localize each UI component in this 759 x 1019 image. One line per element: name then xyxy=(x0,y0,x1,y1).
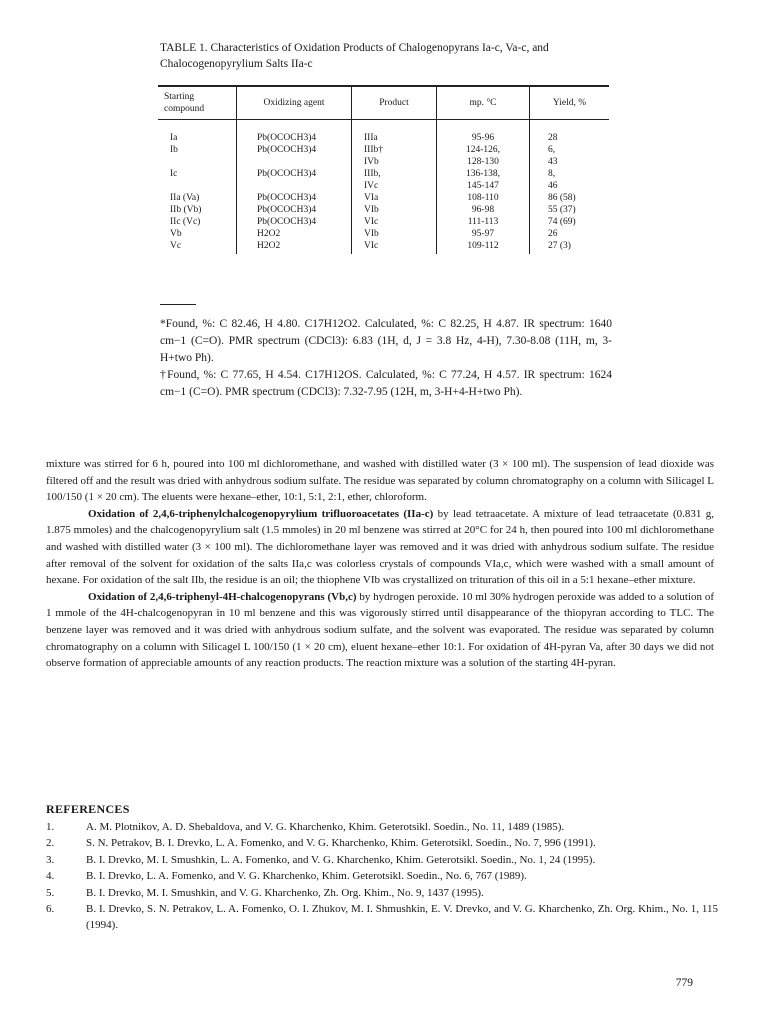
cell-oxidizing-agent: Pb(OCOCH3)4 xyxy=(237,192,352,204)
cell-mp: 124-126, 128-130 xyxy=(437,144,530,168)
cell-mp: 111-113 xyxy=(437,216,530,228)
cell-product: VIb xyxy=(352,228,437,240)
table-row xyxy=(158,120,609,145)
cell-mp: 95-97 xyxy=(437,228,530,240)
reference-text: B. I. Drevko, M. I. Smushkin, L. A. Fomenko, and V. G. Kharchenko, Khim. Geterotsikl. Soedin., No. 1, 24 (1995). xyxy=(86,853,596,866)
cell-starting-compound: IIc (Vc) xyxy=(158,216,237,228)
footnote-dagger: †Found, %: C 77.65, H 4.54. C17H12OS. Calculated, %: C 77.24, H 4.57. IR spectrum: 1624 cm−1 (C=O). PMR spectrum (CDCl3): 7.32-7.95 (12H, m, 3-H+4-H+two Ph). xyxy=(160,369,612,398)
cell-product: IIIb† IVb xyxy=(352,144,437,168)
table-row xyxy=(158,216,609,228)
table-oxidation-products xyxy=(158,85,609,254)
reference-text: B. I. Drevko, M. I. Smushkin, and V. G. Kharchenko, Zh. Org. Khim., No. 9, 1437 (1995). xyxy=(86,886,484,899)
reference-number: 2. xyxy=(46,837,55,850)
cell-starting-compound: Vc xyxy=(158,240,237,254)
table-row xyxy=(158,168,609,192)
header-oxidizing-agent: Oxidizing agent xyxy=(237,86,352,120)
cell-starting-compound: IIa (Va) xyxy=(158,192,237,204)
cell-oxidizing-agent: Pb(OCOCH3)4 xyxy=(237,120,352,145)
paragraph-text-salts: by lead tetraacetate. A mixture of lead tetraacetate (0.831 g, 1.875 mmoles) and the chalcogenopyrylium salt (1.5 mmoles) in 20 ml benzene was stirred at 20°C for 24 h, then poured into 100 ml dichloromethane and washed with distilled water (3 × 100 ml). The dichloromethane layer was removed and it was dried with anhydrous sodium sulfate. The residue after removal of the solvent for oxidation of the salts IIa,c was colorless crystals of compounds VIa,c, which were washed with a small amount of hexane. For oxidation of the salt IIb, the residue is an oil; the thiophene VIb was crystallized on trituration of this oil in a 5:1 hexane–ether mixture. xyxy=(46,507,714,587)
table-row xyxy=(158,204,609,216)
cell-product: VIc xyxy=(352,240,437,254)
cell-oxidizing-agent: Pb(OCOCH3)4 xyxy=(237,204,352,216)
table-caption-line-1: TABLE 1. Characteristics of Oxidation Products of Chalogenopyrans Ia-c, Va-c, and xyxy=(160,42,549,54)
references-heading: REFERENCES xyxy=(46,802,130,816)
table-row xyxy=(158,144,609,168)
cell-mp: 109-112 xyxy=(437,240,530,254)
cell-yield: 26 xyxy=(548,229,558,239)
table-row xyxy=(158,228,609,240)
cell-starting-compound: Ia xyxy=(158,120,237,145)
cell-product: VIb xyxy=(352,204,437,216)
cell-starting-compound: IIb (Vb) xyxy=(158,204,237,216)
table-body xyxy=(158,120,609,255)
cell-starting-compound: Vb xyxy=(158,228,237,240)
table-row xyxy=(158,240,609,254)
paragraph-text-pyrans: by hydrogen peroxide. 10 ml 30% hydrogen peroxide was added to a solution of 1 mmole of the 4H-chalcogenopyran in 10 ml benzene and this was vigorously stirred until disappearance of the thiopyran according to TLC. The benzene layer was removed and it was dried with anhydrous sodium sulfate, and the solvent was evaporated. The residue was separated by column chromatography on a column with Silicagel L 100/150 (1 × 20 cm), eluent hexane–ether 10:1. For oxidation of 4H-pyran Va, after 30 days we did not observe formation of appreciable amounts of any reaction products. The reaction mixture was a solution of the starting 4H-pyran. xyxy=(46,590,714,670)
cell-yield: 55 (37) xyxy=(548,205,576,215)
cell-yield: 74 (69) xyxy=(548,217,576,227)
reference-item xyxy=(46,852,718,868)
header-starting-compound: Starting compound xyxy=(158,86,237,120)
cell-product: VIa xyxy=(352,192,437,204)
cell-yield: 27 (3) xyxy=(548,241,571,251)
paragraph-oxidation-pyrans xyxy=(46,589,714,672)
header-product: Product xyxy=(352,86,437,120)
reference-number: 4. xyxy=(46,870,55,883)
cell-product: IIIa xyxy=(352,120,437,145)
reference-text: S. N. Petrakov, B. I. Drevko, L. A. Fomenko, and V. G. Kharchenko, Khim. Geterotsikl. Soedin., No. 7, 996 (1991). xyxy=(86,837,596,850)
cell-oxidizing-agent: Pb(OCOCH3)4 xyxy=(237,144,352,168)
cell-product: IIIb, IVc xyxy=(352,168,437,192)
table-caption-line-2: Chalocogenopyrylium Salts IIa-c xyxy=(160,58,313,70)
reference-item xyxy=(46,885,718,901)
page-number: 779 xyxy=(675,977,693,989)
reference-item xyxy=(46,819,718,835)
paragraph-oxidation-salts xyxy=(46,506,714,589)
reference-number: 1. xyxy=(46,821,55,833)
cell-yield: 6, 43 xyxy=(548,145,558,167)
table-row xyxy=(158,192,609,204)
cell-mp: 136-138, 145-147 xyxy=(437,168,530,192)
reference-item xyxy=(46,868,718,884)
paragraph-heading-salts: Oxidation of 2,4,6-triphenylchalcogenopyrylium trifluoroacetates (IIa-c) xyxy=(88,507,434,520)
cell-starting-compound: Ic xyxy=(158,168,237,192)
reference-item xyxy=(46,901,718,934)
body-text xyxy=(46,456,714,672)
cell-mp: 108-110 xyxy=(437,192,530,204)
cell-oxidizing-agent: Pb(OCOCH3)4 xyxy=(237,216,352,228)
references-list xyxy=(46,819,718,934)
header-mp: mp. °C xyxy=(437,86,530,120)
reference-number: 6. xyxy=(46,903,55,916)
table-caption xyxy=(160,40,630,72)
reference-number: 5. xyxy=(46,886,55,899)
table-header-row xyxy=(158,86,609,120)
footnote-rule xyxy=(160,304,196,305)
reference-number: 3. xyxy=(46,853,55,866)
cell-yield: 28 xyxy=(548,133,558,143)
cell-oxidizing-agent: H2O2 xyxy=(237,240,352,254)
reference-text: A. M. Plotnikov, A. D. Shebaldova, and V. G. Kharchenko, Khim. Geterotsikl. Soedin., No. 11, 1489 (1985). xyxy=(86,821,565,833)
reference-text: B. I. Drevko, L. A. Fomenko, and V. G. Kharchenko, Khim. Geterotsikl. Soedin., No. 6, 767 (1989). xyxy=(86,870,527,883)
header-yield: Yield, % xyxy=(530,86,610,120)
paragraph-heading-pyrans: Oxidation of 2,4,6-triphenyl-4H-chalcogenopyrans (Vb,c) xyxy=(88,590,357,603)
reference-item xyxy=(46,835,718,851)
reference-text: B. I. Drevko, S. N. Petrakov, L. A. Fomenko, O. I. Zhukov, M. I. Shmushkin, E. V. Drevko, and V. G. Kharchenko, Zh. Org. Khim., No. 1, 115 (1994). xyxy=(86,903,718,932)
cell-starting-compound: Ib xyxy=(158,144,237,168)
cell-yield: 86 (58) xyxy=(548,193,576,203)
cell-product: VIc xyxy=(352,216,437,228)
footnote-star: *Found, %: C 82.46, H 4.80. C17H12O2. Calculated, %: C 82.25, H 4.87. IR spectrum: 1640 cm−1 (C=O). PMR spectrum (CDCl3): 6.83 (1H, d, J = 3.8 Hz, 4-H), 7.30-8.08 (11H, m, 3-H+two Ph). xyxy=(160,318,612,364)
cell-oxidizing-agent: H2O2 xyxy=(237,228,352,240)
cell-mp: 95-96 xyxy=(437,120,530,145)
table-footnotes xyxy=(160,316,612,401)
cell-yield: 8, 46 xyxy=(548,169,558,191)
cell-mp: 96-98 xyxy=(437,204,530,216)
paragraph-continued: mixture was stirred for 6 h, poured into 100 ml dichloromethane, and washed with distilled water (3 × 100 ml). The suspension of lead dioxide was filtered off and the result was dried with anhydrous sodium sulfate. The residue was separated by column chromatography on a column with Silicagel L 100/150 (1 × 20 cm). The eluents were hexane–ether, 10:1, 5:1, 2:1, ether, chloroform. xyxy=(46,458,714,504)
cell-oxidizing-agent: Pb(OCOCH3)4 xyxy=(237,168,352,192)
